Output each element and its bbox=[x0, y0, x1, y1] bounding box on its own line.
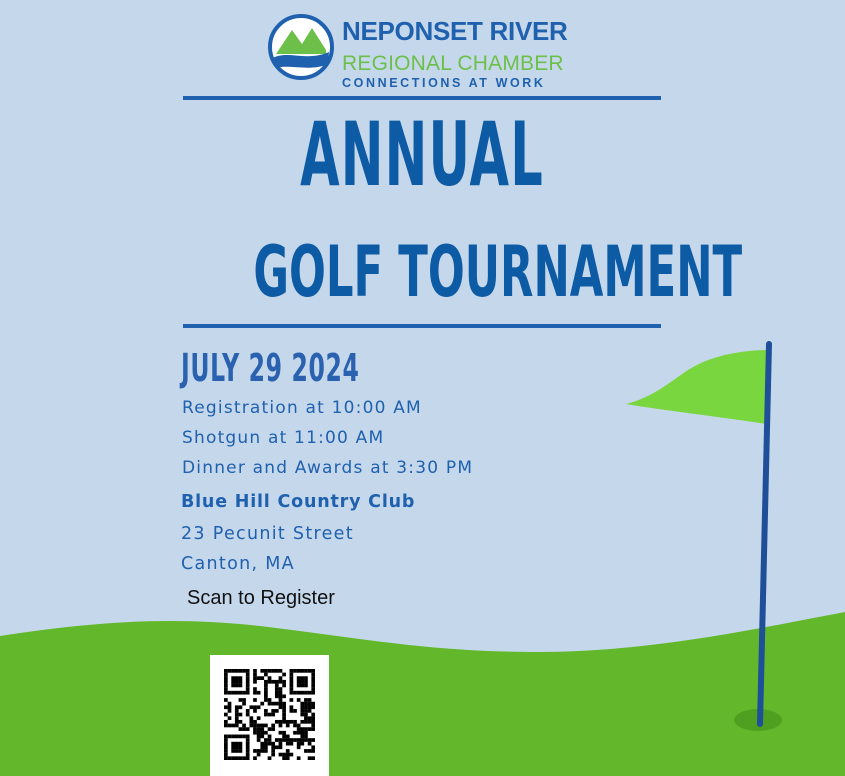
venue-street: 23 Pecunit Street bbox=[181, 524, 354, 544]
title-golf-tournament: GOLF TOURNAMENT bbox=[253, 231, 743, 313]
event-date: JULY 29 2024 bbox=[181, 346, 360, 390]
registration-time: Registration at 10:00 AM bbox=[182, 398, 422, 418]
river-mountain-logo-icon bbox=[268, 14, 334, 80]
logo-subtitle: REGIONAL CHAMBER bbox=[342, 52, 564, 75]
qr-code-icon bbox=[224, 669, 315, 760]
venue-name: Blue Hill Country Club bbox=[181, 492, 416, 512]
venue-city: Canton, MA bbox=[181, 554, 295, 574]
bottom-divider bbox=[183, 324, 661, 328]
logo-title: NEPONSET RIVER bbox=[342, 16, 568, 46]
register-qr-code[interactable] bbox=[210, 655, 329, 776]
scan-to-register-label: Scan to Register bbox=[187, 587, 335, 609]
shotgun-time: Shotgun at 11:00 AM bbox=[182, 428, 385, 448]
chamber-logo bbox=[268, 12, 578, 92]
logo-tagline: CONNECTIONS AT WORK bbox=[342, 76, 546, 90]
dinner-time: Dinner and Awards at 3:30 PM bbox=[182, 458, 474, 478]
title-annual: ANNUAL bbox=[300, 103, 544, 206]
